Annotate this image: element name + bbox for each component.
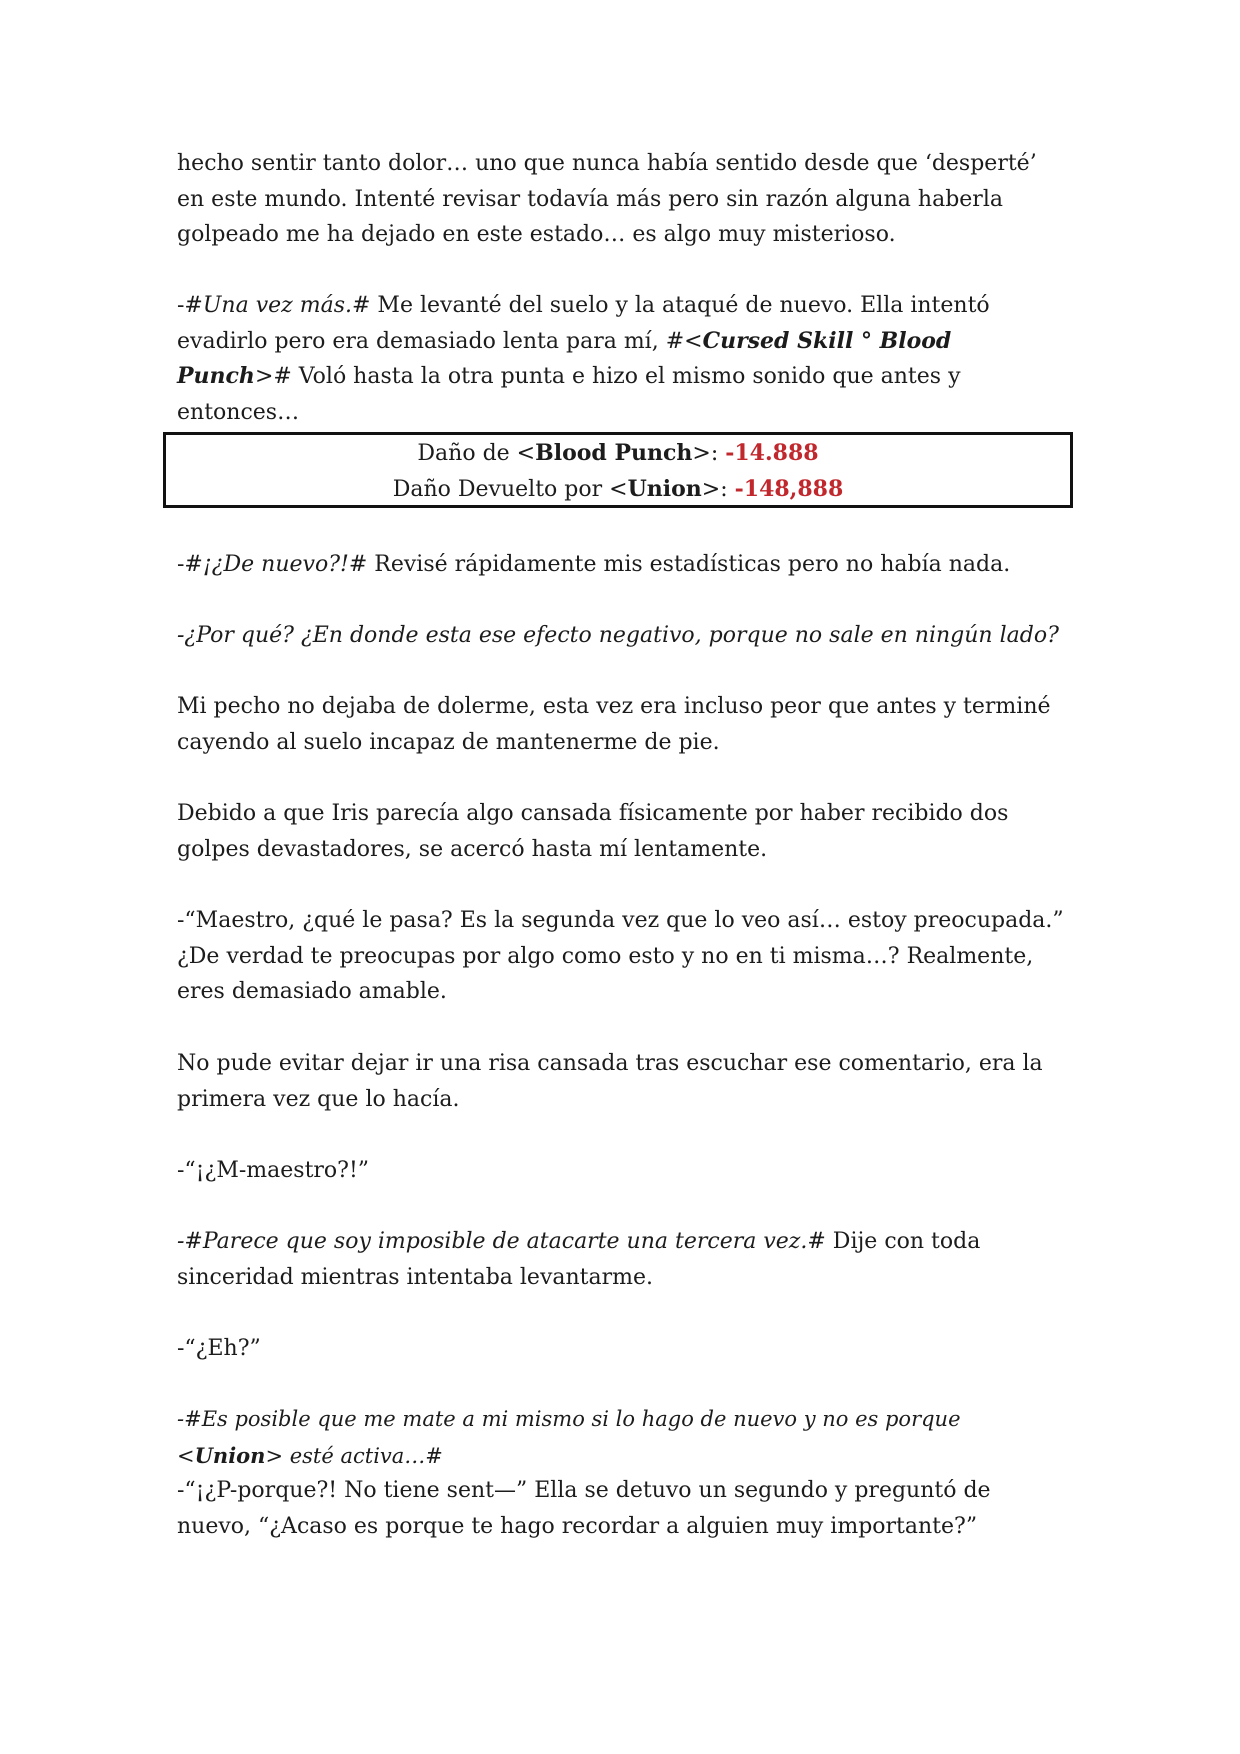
paragraph-11: -“¿Eh?” <box>177 1336 261 1361</box>
inner-thought: ¡¿De nuevo?! <box>202 552 349 577</box>
thought-dash: -# <box>177 552 203 577</box>
damage-notification-box <box>163 432 1073 508</box>
narration: Me levanté del suelo y la ataqué de nuevo. Ella intentó evadirlo pero era demasiado lenta para mí, #< <box>177 293 990 354</box>
inner-thought: -#Es posible que me mate a mi mismo si lo hago de nuevo y no es porque < <box>177 1407 961 1468</box>
paragraph-4: -¿Por qué? ¿En donde esta ese efecto negativo, porque no sale en ningún lado? <box>177 623 1059 648</box>
narration: Dije con toda sinceridad mientras intentaba levantarme. <box>177 1229 981 1290</box>
reflected-separator: >: <box>701 476 735 502</box>
narration: Revisé rápidamente mis estadísticas pero no había nada. <box>367 552 1011 577</box>
damage-value: -14.888 <box>725 440 819 466</box>
thought-close: # <box>348 552 368 577</box>
narration-continued: ># Voló hasta la otra punta e hizo el mismo sonido que antes y entonces… <box>177 364 961 425</box>
inner-thought: Una vez más. <box>202 293 352 318</box>
paragraph-8: No pude evitar dejar ir una risa cansada tras escuchar ese comentario, era la primera vez que lo hacía. <box>177 1051 1043 1112</box>
inner-thought-end: > esté activa…# <box>265 1443 443 1468</box>
reflected-damage-value: -148,888 <box>734 475 844 502</box>
thought-dash: -# <box>177 293 203 318</box>
damage-separator: >: <box>692 441 726 466</box>
paragraph-3 <box>177 547 1067 583</box>
thought-close: # <box>352 293 371 318</box>
inner-thought: -#Parece que soy imposible de atacarte una tercera vez.# <box>177 1229 826 1254</box>
paragraph-9: -“¡¿M-maestro?!” <box>177 1158 370 1183</box>
paragraph-2 <box>177 288 1067 430</box>
reflected-damage-label: Daño Devuelto por < <box>392 476 628 502</box>
paragraph-12 <box>177 1402 1067 1474</box>
paragraph-13: -“¡¿P-porque?! No tiene sent—” Ella se detuvo un segundo y preguntó de nuevo, “¿Acaso es porque te hago recordar a alguien muy importante?” <box>177 1478 991 1539</box>
paragraph-7: -“Maestro, ¿qué le pasa? Es la segunda vez que lo veo así… estoy preocupada.” ¿De verdad te preocupas por algo como esto y no en ti misma…? Realmente, eres demasiado amable. <box>177 908 1064 1004</box>
skill-name: Cursed Skill ° Blood Punch <box>177 327 952 389</box>
paragraph-6: Debido a que Iris parecía algo cansada físicamente por haber recibido dos golpes devastadores, se acercó hasta mí lentamente. <box>177 801 1009 862</box>
attack-name: Blood Punch <box>535 440 693 466</box>
paragraph-5: Mi pecho no dejaba de dolerme, esta vez era incluso peor que antes y terminé cayendo al suelo incapaz de mantenerme de pie. <box>177 694 1051 755</box>
union-name: Union <box>627 475 702 502</box>
paragraph-1: hecho sentir tanto dolor… uno que nunca había sentido desde que ‘desperté’ en este mundo. Intenté revisar todavía más pero sin razón alguna haberla golpeado me ha dejado en este estado… es algo muy misterioso. <box>177 151 1037 247</box>
paragraph-10 <box>177 1224 1067 1295</box>
damage-line-blood-punch <box>166 436 1070 472</box>
damage-label: Daño de < <box>417 441 536 466</box>
union-name: Union <box>194 1442 266 1468</box>
damage-line-union <box>166 472 1070 508</box>
